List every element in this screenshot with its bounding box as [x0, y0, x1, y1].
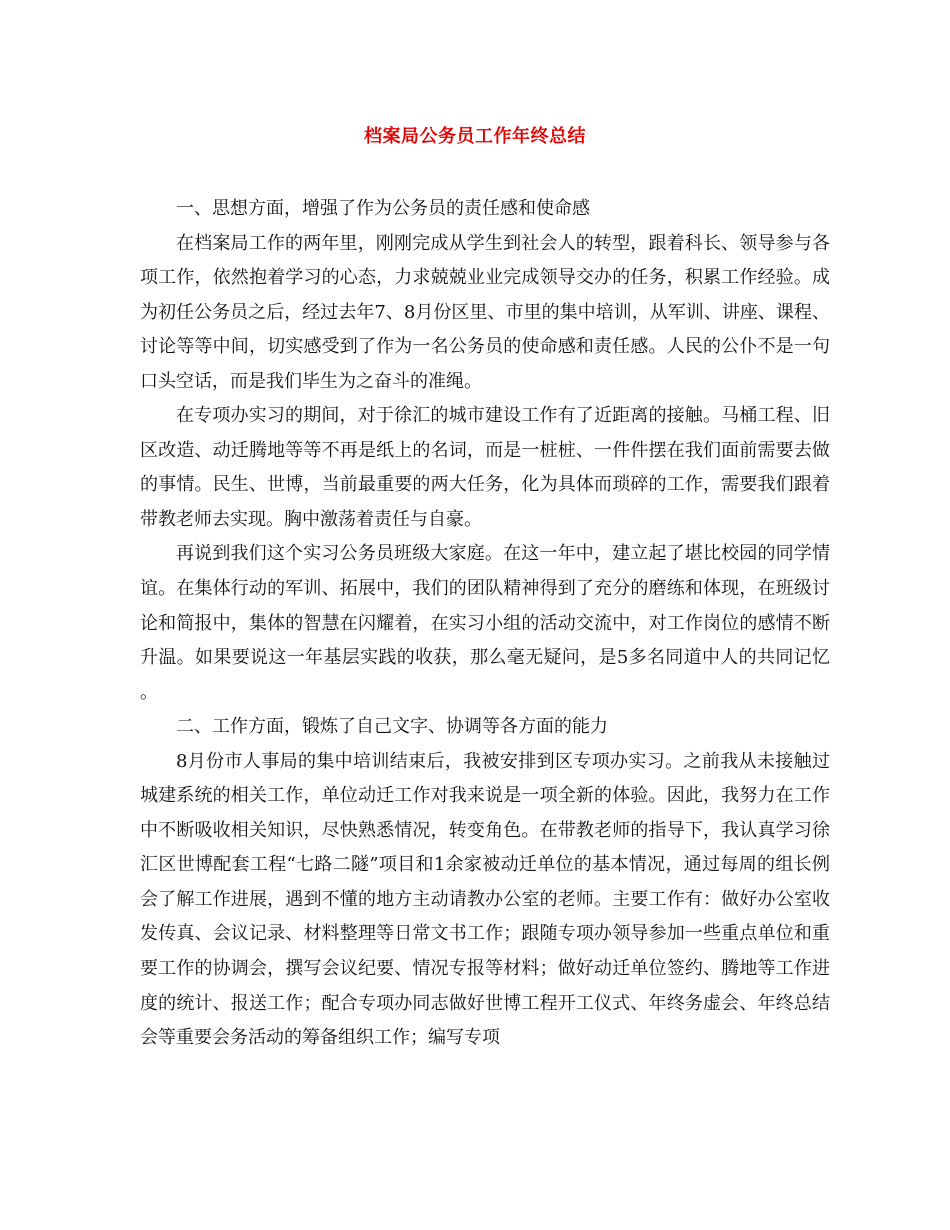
paragraph: 在档案局工作的两年里，刚刚完成从学生到社会人的转型，跟着科长、领导参与各项工作，依然抱着学习的心态，力求兢兢业业完成领导交办的任务，积累工作经验。成为初任公务员之后，经过去年7、8月份区里、市里的集中培训，从军训、讲座、课程、讨论等等中间，切实感受到了作为一名公务员的使命感和责任感。人民的公仆不是一句口头空话，而是我们毕生为之奋斗的准绳。 — [140, 232, 830, 392]
section-heading-2: 二、工作方面，锻炼了自己文字、协调等各方面的能力 — [176, 716, 608, 738]
paragraph: 再说到我们这个实习公务员班级大家庭。在这一年中，建立起了堪比校园的同学情谊。在集体行动的军训、拓展中，我们的团队精神得到了充分的磨练和体现，在班级讨论和简报中，集体的智慧在闪耀着，在实习小组的活动交流中，对工作岗位的感情不断升温。如果要说这一年基层实践的收获，那么毫无疑问，是5多名同道中人的共同记忆。 — [140, 543, 830, 703]
section-heading-1: 一、思想方面，增强了作为公务员的责任感和使命感 — [176, 198, 590, 219]
document-title: 档案局公务员工作年终总结 — [364, 126, 586, 147]
document-body — [140, 192, 830, 1056]
paragraph: 在专项办实习的期间，对于徐汇的城市建设工作有了近距离的接触。马桶工程、旧区改造、动迁腾地等等不再是纸上的名词，而是一桩桩、一件件摆在我们面前需要去做的事情。民生、世博，当前最重要的两大任务，化为具体而琐碎的工作，需要我们跟着带教老师去实现。胸中激荡着责任与自豪。 — [140, 405, 830, 530]
paragraph: 8月份市人事局的集中培训结束后，我被安排到区专项办实习。之前我从未接触过城建系统的相关工作，单位动迁工作对我来说是一项全新的体验。因此，我努力在工作中不断吸收相关知识，尽快熟悉情况，转变角色。在带教老师的指导下，我认真学习徐汇区世博配套工程“七路二隧”项目和1余家被动迁单位的基本情况，通过每周的组长例会了解工作进展，遇到不懂的地方主动请教办公室的老师。主要工作有：做好办公室收发传真、会议记录、材料整理等日常文书工作；跟随专项办领导参加一些重点单位和重要工作的协调会，撰写会议纪要、情况专报等材料；做好动迁单位签约、腾地等工作进度的统计、报送工作；配合专项办同志做好世博工程开工仪式、年终务虚会、年终总结会等重要会务活动的筹备组织工作；编写专项 — [140, 750, 830, 1049]
